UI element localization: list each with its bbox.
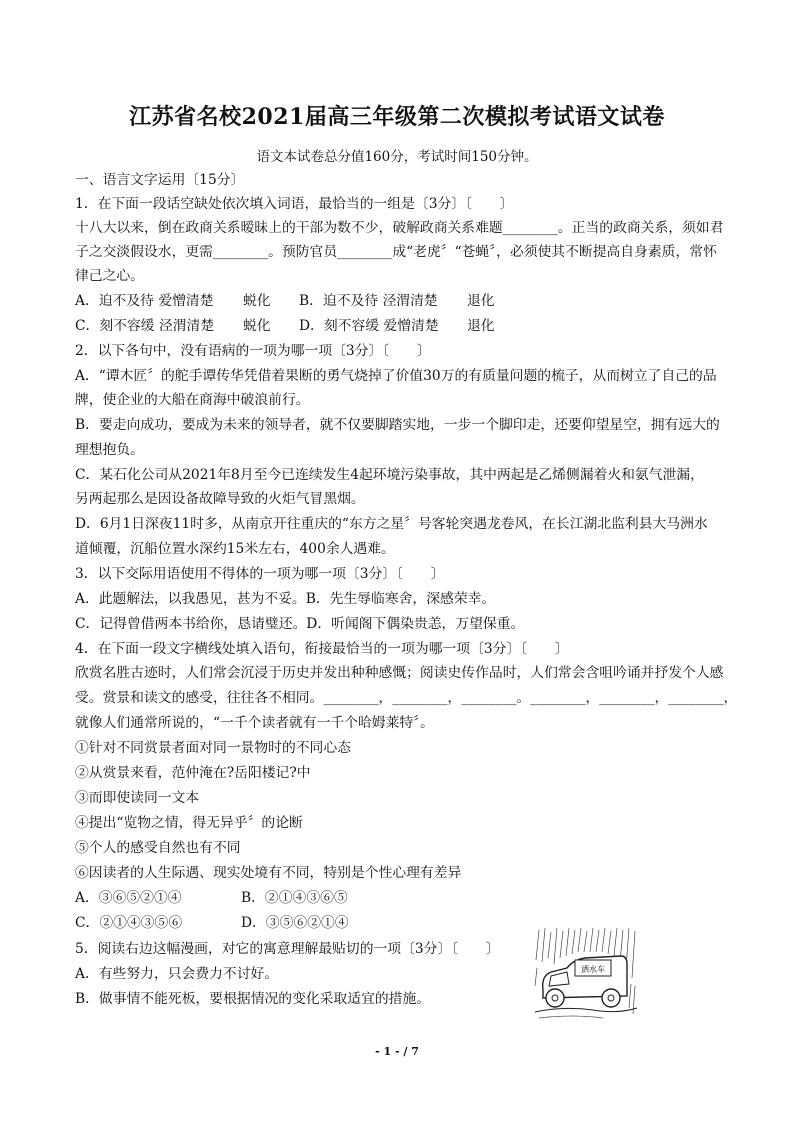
option-b: B．②①④③⑥⑤ [241,890,348,906]
option-a: A．③⑥⑤②①④ [75,890,182,906]
option-b: B．迫不及待 泾渭清楚 [299,293,438,309]
question-3-stem: 3．以下交际用语使用不得体的一项为哪一项〔3分〕〔 〕 [75,566,445,582]
question-2-line: 牌，使企业的大船在商海中破浪前行。 [75,392,310,408]
option-d: D．③⑤⑥②①④ [241,915,349,931]
question-3-line: C．记得曾借两本书给你，恳请璧还。D．听闻阁下偶染贵恙，万望保重。 [75,616,525,632]
question-2-line: 另两起那么是因设备故障导致的火炬气冒黑烟。 [75,491,365,507]
question-4-item: ④提出“览物之情，得无异乎〞的论断 [75,815,303,831]
option-d: D．刻不容缓 爱憎清楚 [299,318,439,334]
option-c: C．②①④③⑤⑥ [75,915,183,931]
question-5-stem: 5．阅读右边这幅漫画，对它的寓意理解最贴切的一项〔3分〕〔 〕 [75,941,500,957]
question-2-line: 理想抱负。 [75,442,144,458]
option-c-term: 蜕化 [243,318,271,334]
question-4-stem: 4．在下面一段文字横线处填入语句，衔接最恰当的一项为哪一项〔3分〕〔 〕 [75,641,569,657]
question-4-options-row [75,914,349,932]
question-2-line: B．要走向成功，要成为未来的领导者，就不仅要脚踏实地，一步一个脚印走，还要仰望星空，拥有远大的 [75,417,720,433]
question-1-options-row [75,317,495,335]
exam-info: 语文本试卷总分值160分，考试时间150分钟。 [256,149,538,165]
question-2-line: A．“谭木匠〞的舵手谭传华凭借着果断的勇气烧掉了价值30万的有质量问题的梳子，从而树立了自己的品 [75,368,717,384]
option-d-term: 退化 [467,318,495,334]
question-4-item: ①针对不同赏景者面对同一景物时的不同心态 [75,740,351,756]
question-4-options-row [75,889,348,907]
option-b-term: 退化 [467,293,495,309]
sprinkler-truck-cartoon [533,928,638,1023]
question-4-passage-line: 受。赏景和读文的感受，往往各不相同。________，________，________。________，________，________， [75,690,738,706]
question-4-passage-line: 欣赏名胜古迹时，人们常会沉浸于历史并发出种种感慨；阅读史传作品时，人们常会含咀吟诵并抒发个人感 [75,665,724,681]
question-4-passage-line: 就像人们通常所说的，“一千个读者就有一千个哈姆莱特〞。 [75,715,434,731]
question-4-item: ②从赏景来看，范仲淹在?岳阳楼记?中 [75,765,311,781]
truck-label: 洒水车 [581,965,605,974]
option-a-term: 蜕化 [243,293,271,309]
question-1-passage-line: 十八大以来，倒在政商关系暧昧上的干部为数不少，破解政商关系难题________。正当的政商关系，须如君 [75,220,724,236]
question-4-item: ③而即使读同一文本 [75,790,200,806]
question-4-item: ⑤个人的感受自然也有不同 [75,840,241,856]
page-title: 江苏省名校2021届高三年级第二次模拟考试语文试卷 [129,104,665,130]
page-number: - 1 - / 7 [375,1045,419,1058]
question-2-line: 道倾覆，沉船位置水深约15米左右，400余人遇难。 [75,541,395,557]
question-1-passage-line: 律己之心。 [75,268,144,284]
question-1-options-row [75,292,495,310]
question-3-line: A．此题解法，以我愚见，甚为不妥。B．先生辱临寒舍，深感荣幸。 [75,591,496,607]
question-2-line: D．6月1日深夜11时多，从南京开往重庆的“东方之星〞号客轮突遇龙卷风，在长江湖北监利县大马洲水 [75,516,708,532]
question-2-stem: 2．以下各句中，没有语病的一项为哪一项〔3分〕〔 〕 [75,343,431,359]
question-1-stem: 1．在下面一段话空缺处依次填入词语，最恰当的一组是〔3分〕〔 〕 [75,196,514,212]
question-1-passage-line: 子之交淡假设水，更需________。预防官员________成“老虎〞“苍蝇〞，必须使其不断提高自身素质，常怀 [75,244,717,260]
question-5-line: A．有些努力，只会费力不讨好。 [75,966,279,982]
question-4-item: ⑥因读者的人生际遇、现实处境有不同，特别是个性心理有差异 [75,865,462,881]
option-a: A．迫不及待 爱憎清楚 [75,293,214,309]
question-5-line: B．做事情不能死板，要根据情况的变化采取适宜的措施。 [75,991,431,1007]
option-c: C．刻不容缓 泾渭清楚 [75,318,215,334]
section-heading: 一、语言文字运用〔15分〕 [75,172,245,188]
question-2-line: C．某石化公司从2021年8月至今已连续发生4起环境污染事故，其中两起是乙烯侧漏着火和氨气泄漏， [75,467,704,483]
